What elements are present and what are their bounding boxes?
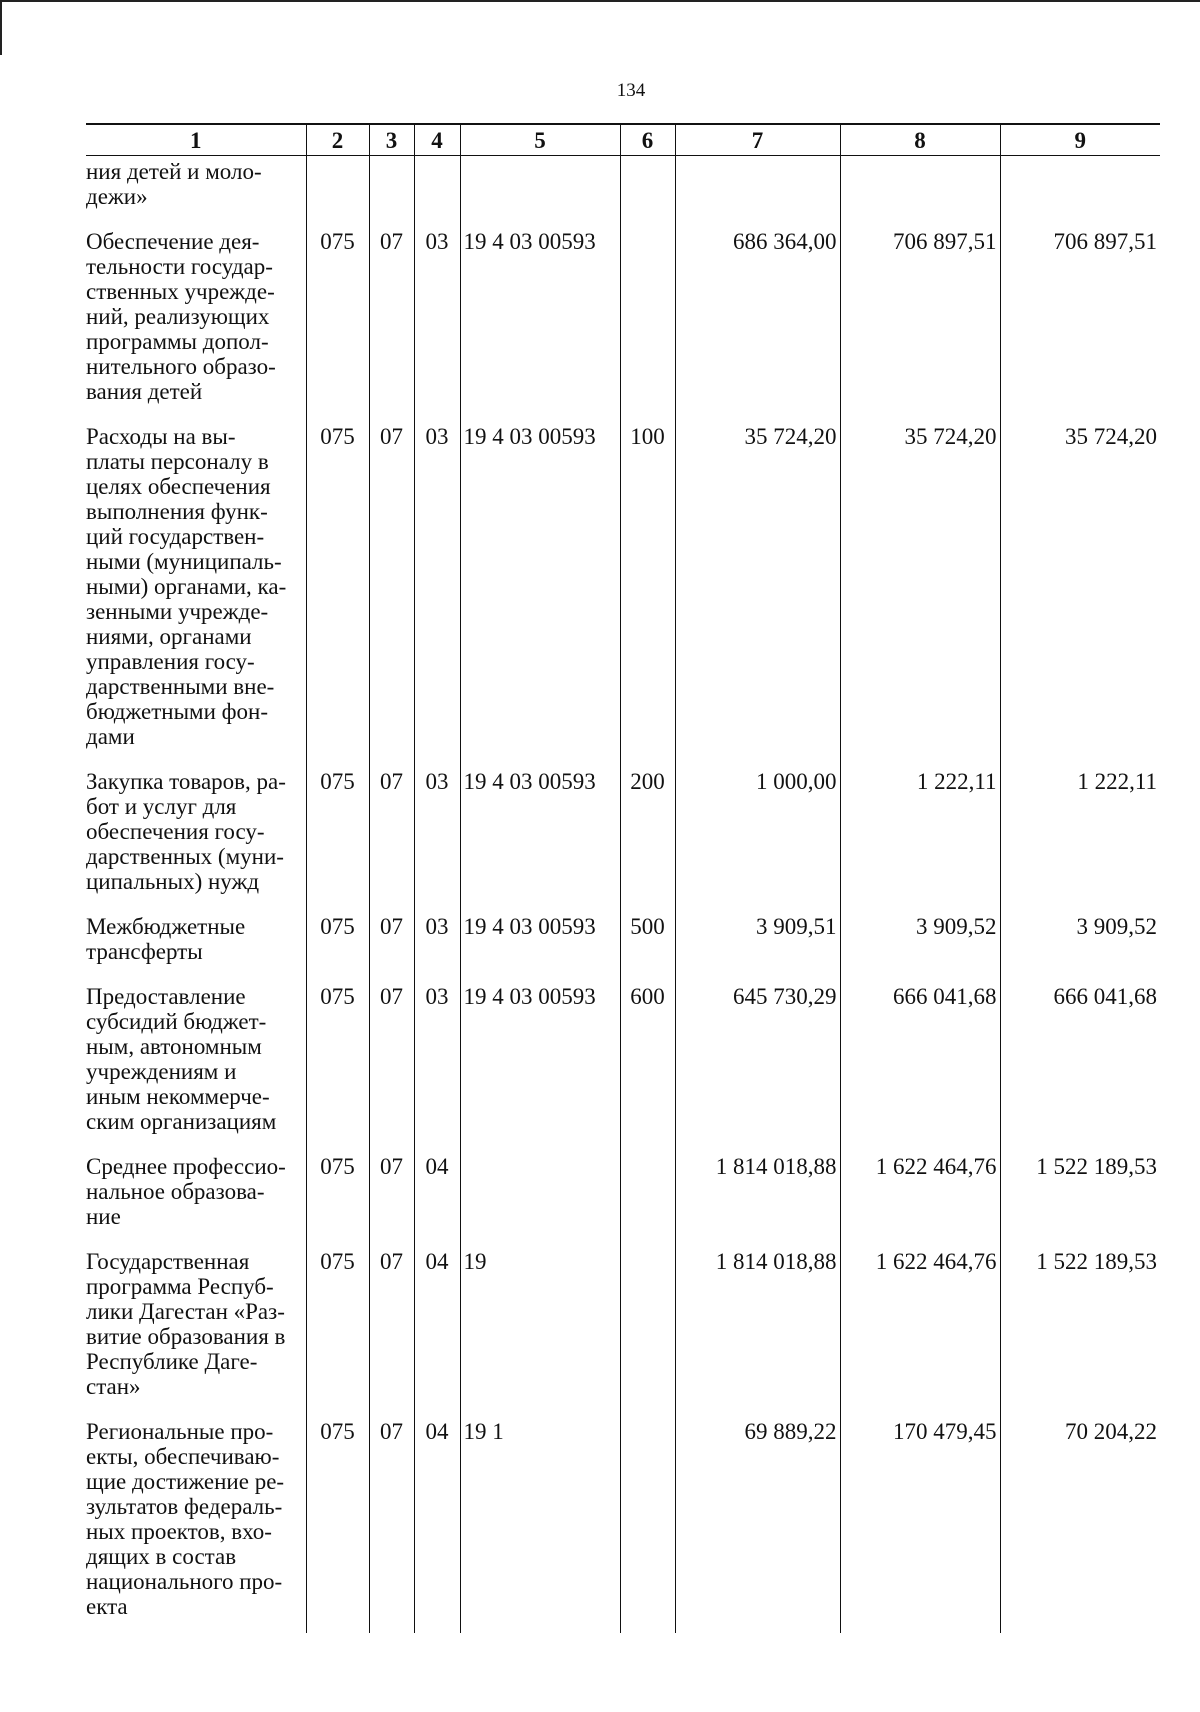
row-name-line: ципальных) нужд xyxy=(86,869,260,894)
row-name-line: платы персоналу в xyxy=(86,449,269,474)
cell-amount-col8: 1 622 464,76 xyxy=(840,1148,1000,1243)
table-row xyxy=(86,978,1160,1148)
cell-amount-col9: 35 724,20 xyxy=(1000,418,1160,763)
cell-amount-col7 xyxy=(675,156,840,224)
row-name-line: обеспечения госу- xyxy=(86,819,265,844)
cell-code-admin: 075 xyxy=(306,763,369,908)
row-name-line: дами xyxy=(86,724,135,749)
row-name-line: ным, автономным xyxy=(86,1034,262,1059)
row-name-line: трансферты xyxy=(86,939,203,964)
cell-amount-col9: 666 041,68 xyxy=(1000,978,1160,1148)
cell-section: 07 xyxy=(369,1148,414,1243)
row-name xyxy=(86,1148,306,1243)
row-name-line: ственных учрежде- xyxy=(86,279,275,304)
cell-expense-type: 500 xyxy=(620,908,675,978)
row-name-line: зенными учрежде- xyxy=(86,599,269,624)
column-header-3: 3 xyxy=(369,124,414,156)
table-row xyxy=(86,418,1160,763)
row-name xyxy=(86,223,306,418)
row-name-line: иным некоммерче- xyxy=(86,1084,270,1109)
cell-section: 07 xyxy=(369,763,414,908)
cell-amount-col7: 35 724,20 xyxy=(675,418,840,763)
table-row xyxy=(86,763,1160,908)
cell-amount-col8: 706 897,51 xyxy=(840,223,1000,418)
header-row xyxy=(86,124,1160,156)
cell-amount-col8: 3 909,52 xyxy=(840,908,1000,978)
cell-expense-type xyxy=(620,223,675,418)
row-name-line: дящих в состав xyxy=(86,1544,237,1569)
cell-target-article xyxy=(460,156,620,224)
cell-code-admin: 075 xyxy=(306,908,369,978)
row-name-line: дежи» xyxy=(86,184,148,209)
row-name-line: субсидий бюджет- xyxy=(86,1009,267,1034)
column-header-4: 4 xyxy=(414,124,460,156)
row-name-line: нительного образо- xyxy=(86,354,276,379)
row-name-line: Закупка товаров, ра- xyxy=(86,769,286,794)
row-name-line: Государственная xyxy=(86,1249,250,1274)
cell-amount-col7: 645 730,29 xyxy=(675,978,840,1148)
table-row xyxy=(86,1413,1160,1633)
cell-subsection: 04 xyxy=(414,1413,460,1633)
table-row xyxy=(86,223,1160,418)
row-name-line: екта xyxy=(86,1594,128,1619)
cell-subsection: 04 xyxy=(414,1243,460,1413)
table-row xyxy=(86,1243,1160,1413)
row-name-line: ных проектов, вхо- xyxy=(86,1519,272,1544)
row-name-line: дарственных (муни- xyxy=(86,844,284,869)
cell-subsection: 04 xyxy=(414,1148,460,1243)
cell-section: 07 xyxy=(369,418,414,763)
row-name-line: тельности государ- xyxy=(86,254,273,279)
row-name-line: ний, реализующих xyxy=(86,304,270,329)
row-name-line: ниями, органами xyxy=(86,624,252,649)
row-name-line: учреждениям и xyxy=(86,1059,237,1084)
cell-target-article: 19 4 03 00593 xyxy=(460,763,620,908)
cell-amount-col9: 706 897,51 xyxy=(1000,223,1160,418)
row-name-line: ния детей и моло- xyxy=(86,159,262,184)
scan-border-left xyxy=(0,0,2,55)
cell-amount-col8: 35 724,20 xyxy=(840,418,1000,763)
cell-amount-col9: 1 522 189,53 xyxy=(1000,1243,1160,1413)
column-header-1: 1 xyxy=(86,124,306,156)
cell-expense-type xyxy=(620,1148,675,1243)
cell-subsection: 03 xyxy=(414,763,460,908)
row-name-line: программа Респуб- xyxy=(86,1274,274,1299)
cell-subsection: 03 xyxy=(414,978,460,1148)
row-name-line: зультатов федераль- xyxy=(86,1494,283,1519)
cell-amount-col8: 170 479,45 xyxy=(840,1413,1000,1633)
cell-amount-col7: 3 909,51 xyxy=(675,908,840,978)
budget-table xyxy=(86,123,1160,1633)
cell-code-admin: 075 xyxy=(306,1148,369,1243)
row-name-line: бюджетными фон- xyxy=(86,699,269,724)
row-name xyxy=(86,1413,306,1633)
cell-section: 07 xyxy=(369,1413,414,1633)
row-name-line: нальное образова- xyxy=(86,1179,265,1204)
cell-amount-col8 xyxy=(840,156,1000,224)
column-header-6: 6 xyxy=(620,124,675,156)
cell-amount-col7: 1 814 018,88 xyxy=(675,1243,840,1413)
cell-amount-col9: 70 204,22 xyxy=(1000,1413,1160,1633)
row-name-line: екты, обеспечиваю- xyxy=(86,1444,280,1469)
row-name-line: стан» xyxy=(86,1374,141,1399)
table-row xyxy=(86,908,1160,978)
row-name-line: вания детей xyxy=(86,379,203,404)
cell-target-article: 19 4 03 00593 xyxy=(460,908,620,978)
cell-code-admin: 075 xyxy=(306,223,369,418)
row-name xyxy=(86,418,306,763)
cell-amount-col9 xyxy=(1000,156,1160,224)
row-name-line: ными (муниципаль- xyxy=(86,549,282,574)
cell-amount-col7: 686 364,00 xyxy=(675,223,840,418)
cell-target-article: 19 1 xyxy=(460,1413,620,1633)
row-name-line: дарственными вне- xyxy=(86,674,275,699)
row-name-line: ние xyxy=(86,1204,121,1229)
table-row xyxy=(86,1148,1160,1243)
cell-amount-col7: 69 889,22 xyxy=(675,1413,840,1633)
row-name-line: бот и услуг для xyxy=(86,794,237,819)
cell-subsection: 03 xyxy=(414,418,460,763)
cell-subsection: 03 xyxy=(414,223,460,418)
cell-amount-col8: 666 041,68 xyxy=(840,978,1000,1148)
cell-expense-type xyxy=(620,1243,675,1413)
row-name-line: ским организациям xyxy=(86,1109,277,1134)
row-name xyxy=(86,978,306,1148)
table-row xyxy=(86,156,1160,224)
column-header-2: 2 xyxy=(306,124,369,156)
cell-amount-col7: 1 814 018,88 xyxy=(675,1148,840,1243)
column-header-5: 5 xyxy=(460,124,620,156)
cell-target-article: 19 4 03 00593 xyxy=(460,223,620,418)
row-name-line: ными) органами, ка- xyxy=(86,574,287,599)
cell-amount-col9: 1 222,11 xyxy=(1000,763,1160,908)
row-name-line: витие образования в xyxy=(86,1324,286,1349)
row-name-line: лики Дагестан «Раз- xyxy=(86,1299,285,1324)
row-name-line: Среднее профессио- xyxy=(86,1154,286,1179)
row-name xyxy=(86,1243,306,1413)
cell-target-article: 19 4 03 00593 xyxy=(460,418,620,763)
table-header xyxy=(86,124,1160,156)
row-name xyxy=(86,763,306,908)
cell-amount-col9: 1 522 189,53 xyxy=(1000,1148,1160,1243)
cell-amount-col9: 3 909,52 xyxy=(1000,908,1160,978)
table-body xyxy=(86,156,1160,1634)
row-name-line: Обеспечение дея- xyxy=(86,229,260,254)
cell-target-article: 19 4 03 00593 xyxy=(460,978,620,1148)
cell-code-admin xyxy=(306,156,369,224)
cell-code-admin: 075 xyxy=(306,418,369,763)
cell-section: 07 xyxy=(369,1243,414,1413)
cell-code-admin: 075 xyxy=(306,1243,369,1413)
row-name-line: программы допол- xyxy=(86,329,269,354)
row-name-line: Расходы на вы- xyxy=(86,424,236,449)
row-name-line: ций государствен- xyxy=(86,524,265,549)
column-header-7: 7 xyxy=(675,124,840,156)
cell-expense-type: 100 xyxy=(620,418,675,763)
page-number: 134 xyxy=(616,80,646,101)
row-name xyxy=(86,908,306,978)
cell-subsection: 03 xyxy=(414,908,460,978)
row-name xyxy=(86,156,306,224)
column-header-8: 8 xyxy=(840,124,1000,156)
cell-target-article xyxy=(460,1148,620,1243)
cell-expense-type: 600 xyxy=(620,978,675,1148)
row-name-line: Региональные про- xyxy=(86,1419,274,1444)
cell-section xyxy=(369,156,414,224)
cell-expense-type xyxy=(620,156,675,224)
cell-target-article: 19 xyxy=(460,1243,620,1413)
cell-amount-col8: 1 622 464,76 xyxy=(840,1243,1000,1413)
cell-subsection xyxy=(414,156,460,224)
scan-border-top xyxy=(0,0,1200,2)
cell-section: 07 xyxy=(369,223,414,418)
cell-expense-type xyxy=(620,1413,675,1633)
cell-amount-col8: 1 222,11 xyxy=(840,763,1000,908)
row-name-line: Предоставление xyxy=(86,984,246,1009)
row-name-line: национального про- xyxy=(86,1569,283,1594)
column-header-9: 9 xyxy=(1000,124,1160,156)
row-name-line: целях обеспечения xyxy=(86,474,271,499)
row-name-line: Межбюджетные xyxy=(86,914,246,939)
cell-expense-type: 200 xyxy=(620,763,675,908)
row-name-line: щие достижение ре- xyxy=(86,1469,285,1494)
row-name-line: Республике Даге- xyxy=(86,1349,258,1374)
row-name-line: выполнения функ- xyxy=(86,499,268,524)
cell-section: 07 xyxy=(369,978,414,1148)
row-name-line: управления госу- xyxy=(86,649,255,674)
cell-code-admin: 075 xyxy=(306,1413,369,1633)
cell-section: 07 xyxy=(369,908,414,978)
cell-code-admin: 075 xyxy=(306,978,369,1148)
cell-amount-col7: 1 000,00 xyxy=(675,763,840,908)
